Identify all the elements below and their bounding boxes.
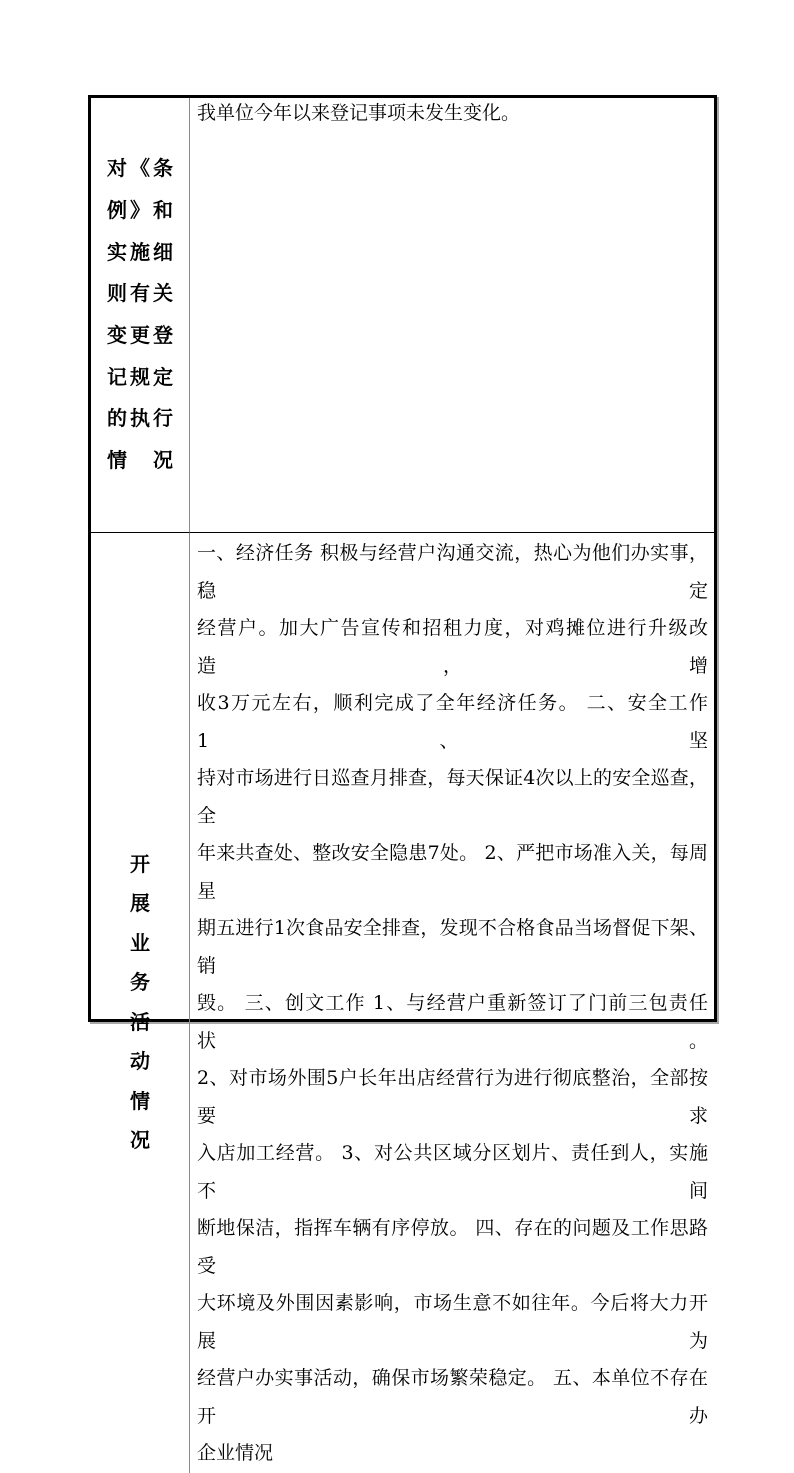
regulation-compliance-label — [107, 148, 173, 482]
report-line: 持对市场进行日巡查月排查，每天保证4次以上的安全巡查，全 — [197, 767, 708, 827]
label-char: 务 — [130, 970, 150, 995]
annual-report-table — [88, 95, 717, 1464]
report-line: 年来共查处、整改安全隐患7处。 2、严把市场准入关，每周星 — [197, 842, 708, 902]
report-line: 大环境及外围因素影响，市场生意不如往年。今后将大力开展为 — [197, 1292, 708, 1352]
report-line: 收3万元左右，顺利完成了全年经济任务。 二、安全工作 1、坚 — [197, 692, 708, 752]
row2-label-cell — [91, 533, 190, 1473]
business-activities-label — [107, 845, 173, 1161]
label-char: 业 — [130, 930, 150, 955]
label-line: 例》和 — [107, 197, 173, 222]
label-line: 变更登 — [107, 323, 173, 347]
label-line: 情况 — [107, 448, 173, 473]
report-line: 期五进行1次食品安全排查，发现不合格食品当场督促下架、销 — [197, 917, 708, 977]
label-line: 则有关 — [107, 281, 173, 306]
label-char: 情 — [130, 1088, 150, 1113]
registration-change-statement: 我单位今年以来登记事项未发生变化。 — [197, 102, 521, 124]
label-line: 的执行 — [107, 406, 173, 431]
label-char: 活 — [130, 1009, 150, 1034]
label-char: 况 — [130, 1128, 150, 1153]
report-line: 一、经济任务 积极与经营户沟通交流，热心为他们办实事，稳定 — [197, 542, 708, 602]
report-line: 毁。 三、创文工作 1、与经营户重新签订了门前三包责任状。 — [197, 992, 708, 1052]
row1-content-cell — [190, 98, 714, 533]
report-line: 2、对市场外围5户长年出店经营行为进行彻底整治，全部按要求 — [197, 1067, 708, 1127]
report-line: 企业情况 — [197, 1442, 274, 1464]
report-line: 断地保洁，指挥车辆有序停放。 四、存在的问题及工作思路 受 — [197, 1217, 708, 1277]
row2-content-cell — [190, 533, 714, 1473]
report-line: 经营户。加大广告宣传和招租力度，对鸡摊位进行升级改造，增 — [197, 617, 708, 677]
label-char: 开 — [130, 851, 150, 876]
report-line: 经营户办实事活动，确保市场繁荣稳定。 五、本单位不存在开办 — [197, 1367, 708, 1427]
report-line: 入店加工经营。 3、对公共区域分区划片、责任到人，实施不间 — [197, 1142, 708, 1202]
label-line: 实施细 — [107, 239, 173, 264]
label-line: 对《条 — [107, 156, 173, 181]
business-activities-report — [197, 533, 708, 1473]
label-char: 动 — [130, 1049, 150, 1074]
row1-label-cell — [91, 98, 190, 533]
label-char: 展 — [130, 891, 150, 916]
label-line: 记规定 — [107, 364, 173, 389]
